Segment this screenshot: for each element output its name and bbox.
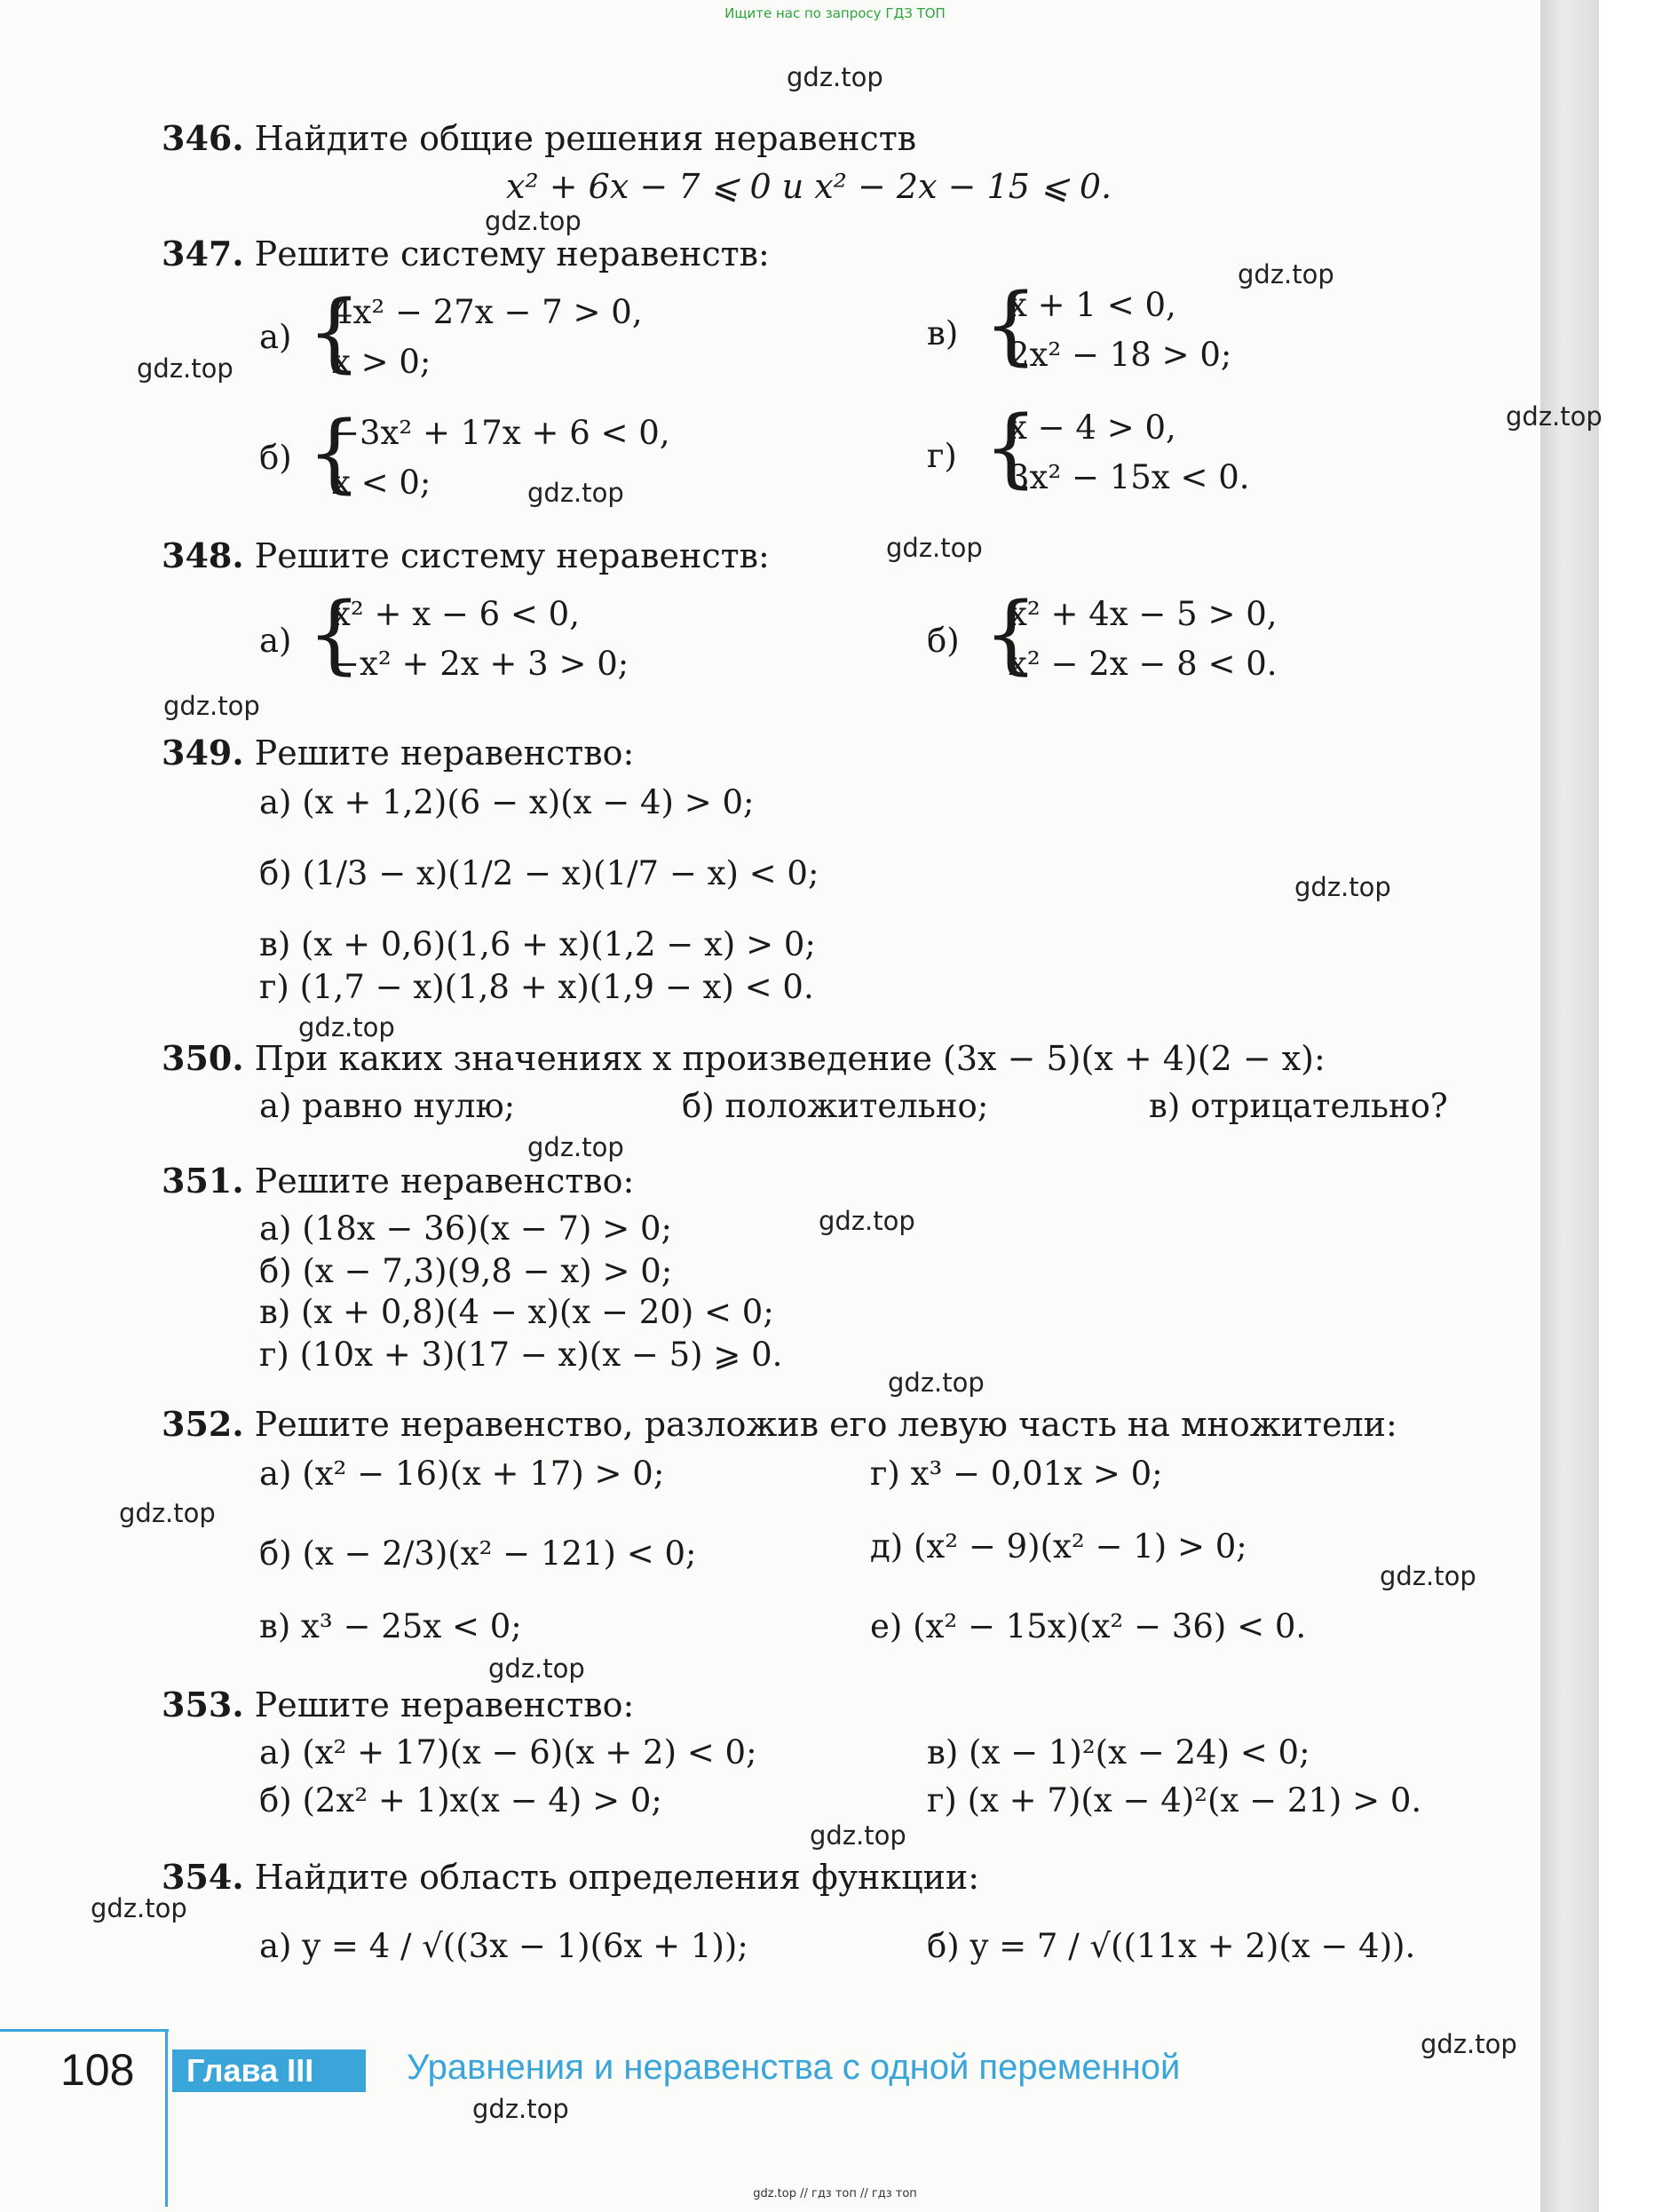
watermark: gdz.top: [888, 1368, 985, 1398]
watermark: gdz.top: [1506, 401, 1603, 432]
item-label: а): [259, 622, 292, 660]
watermark: gdz.top: [527, 1132, 624, 1162]
item-350b: б) положительно;: [682, 1087, 989, 1125]
system-line: x < 0;: [332, 464, 431, 502]
watermark: gdz.top: [787, 62, 883, 92]
chapter-label: Глава III: [172, 2049, 366, 2092]
item-351a: а) (18x − 36)(x − 7) > 0;: [259, 1209, 673, 1248]
item-354a: а) y = 4 / √((3x − 1)(6x + 1));: [259, 1927, 748, 1965]
watermark: gdz.top: [119, 1498, 216, 1528]
problem-number: 348.: [162, 535, 244, 575]
problem-351: [162, 1161, 634, 1201]
problem-text: Найдите область определения функции:: [254, 1858, 980, 1897]
page-edge: [1540, 0, 1599, 2212]
watermark: gdz.top: [163, 691, 260, 721]
system-347b: [259, 403, 756, 506]
problem-number: 346.: [162, 118, 244, 158]
problem-352: [162, 1405, 1397, 1444]
item-353v: в) (x − 1)²(x − 24) < 0;: [927, 1733, 1310, 1772]
item-label: б): [259, 439, 292, 477]
item-351v: в) (x + 0,8)(4 − x)(x − 20) < 0;: [259, 1293, 774, 1331]
item-353b: б) (2x² + 1)x(x − 4) > 0;: [259, 1781, 662, 1820]
system-line: x > 0;: [332, 343, 431, 381]
item-349g: г) (1,7 − x)(1,8 + x)(1,9 − x) < 0.: [259, 968, 814, 1006]
brace: {: [984, 584, 1039, 684]
problem-text: Найдите общие решения неравенств: [254, 119, 917, 158]
system-line: x + 1 < 0,: [1009, 286, 1176, 324]
problem-353: [162, 1685, 634, 1724]
watermark: gdz.top: [485, 206, 582, 236]
problem-number: 351.: [162, 1161, 244, 1201]
chapter-title: Уравнения и неравенства с одной переменной: [407, 2048, 1181, 2087]
item-354b: б) y = 7 / √((11x + 2)(x − 4)).: [927, 1927, 1416, 1965]
footer-rule: [0, 2029, 169, 2032]
system-line: x² + 4x − 5 > 0,: [1009, 595, 1278, 633]
item-352e: е) (x² − 15x)(x² − 36) < 0.: [870, 1607, 1307, 1645]
system-line: x² − 2x − 8 < 0.: [1009, 645, 1278, 683]
system-348b: [927, 584, 1335, 687]
item-351b: б) (x − 7,3)(9,8 − x) > 0;: [259, 1252, 673, 1290]
brace: {: [307, 282, 362, 382]
problem-number: 350.: [162, 1038, 244, 1078]
brace: {: [307, 403, 362, 503]
system-347v: [927, 275, 1318, 378]
item-label: б): [927, 622, 960, 660]
bottom-banner[interactable]: gdz.top // гдз топ // гдз топ: [753, 2187, 917, 2200]
system-347g: [927, 398, 1318, 501]
item-label: в): [927, 314, 959, 353]
problem-number: 354.: [162, 1857, 244, 1897]
watermark: gdz.top: [488, 1653, 585, 1684]
system-348a: [259, 584, 685, 687]
system-line: x − 4 > 0,: [1009, 408, 1176, 447]
problem-348: [162, 536, 770, 575]
item-349a: а) (x + 1,2)(6 − x)(x − 4) > 0;: [259, 783, 755, 821]
brace: {: [984, 398, 1039, 497]
watermark: gdz.top: [810, 1820, 906, 1851]
problem-number: 347.: [162, 234, 244, 274]
item-352a: а) (x² − 16)(x + 17) > 0;: [259, 1455, 665, 1493]
problem-text: При каких значениях x произведение (3x − 5)(x + 4)(2 − x):: [254, 1039, 1326, 1078]
watermark: gdz.top: [1294, 872, 1391, 902]
problem-text: Решите систему неравенств:: [254, 234, 770, 274]
item-352g: г) x³ − 0,01x > 0;: [870, 1455, 1163, 1493]
problem-number: 353.: [162, 1685, 244, 1724]
problem-number: 349.: [162, 733, 244, 773]
problem-349: [162, 733, 634, 773]
watermark: gdz.top: [298, 1012, 395, 1043]
watermark: gdz.top: [137, 353, 233, 384]
watermark: gdz.top: [886, 533, 983, 563]
item-353g: г) (x + 7)(x − 4)²(x − 21) > 0.: [927, 1781, 1422, 1820]
problem-text: Решите неравенство:: [254, 1161, 635, 1201]
system-line: 4x² − 27x − 7 > 0,: [332, 293, 643, 331]
item-351g: г) (10x + 3)(17 − x)(x − 5) ⩾ 0.: [259, 1336, 783, 1374]
top-banner[interactable]: Ищите нас по запросу ГДЗ ТОП: [724, 5, 946, 21]
system-line: −x² + 2x + 3 > 0;: [332, 645, 629, 683]
problem-text: Решите неравенство:: [254, 1685, 635, 1724]
problem-number: 352.: [162, 1404, 244, 1444]
brace: {: [984, 275, 1039, 375]
item-352b: б) (x − 2/3)(x² − 121) < 0;: [259, 1534, 697, 1573]
item-349b: б) (1/3 − x)(1/2 − x)(1/7 − x) < 0;: [259, 854, 819, 892]
footer-rule: [165, 2029, 168, 2207]
item-350a: а) равно нулю;: [259, 1087, 516, 1125]
brace: {: [307, 584, 362, 684]
item-353a: а) (x² + 17)(x − 6)(x + 2) < 0;: [259, 1733, 757, 1772]
item-label: а): [259, 318, 292, 356]
problem-text: Решите неравенство, разложив его левую часть на множители:: [254, 1405, 1397, 1444]
item-349v: в) (x + 0,6)(1,6 + x)(1,2 − x) > 0;: [259, 925, 816, 963]
watermark: gdz.top: [472, 2094, 569, 2124]
problem-text: Решите неравенство:: [254, 733, 635, 773]
page-number: 108: [60, 2045, 135, 2095]
watermark: gdz.top: [1238, 259, 1334, 289]
item-350v: в) отрицательно?: [1149, 1087, 1448, 1125]
problem-350: [162, 1039, 1326, 1078]
item-352v: в) x³ − 25x < 0;: [259, 1607, 522, 1645]
system-line: x² + x − 6 < 0,: [332, 595, 580, 633]
watermark: gdz.top: [1421, 2029, 1517, 2059]
watermark: gdz.top: [527, 478, 624, 508]
problem-346: [162, 119, 916, 158]
problem-text: Решите систему неравенств:: [254, 536, 770, 575]
item-label: г): [927, 437, 957, 475]
watermark: gdz.top: [1380, 1561, 1476, 1591]
problem-354: [162, 1858, 979, 1897]
watermark: gdz.top: [91, 1893, 187, 1923]
system-347a: [259, 282, 721, 385]
system-line: 2x² − 18 > 0;: [1009, 336, 1232, 374]
system-line: 3x² − 15x < 0.: [1009, 458, 1250, 496]
watermark: gdz.top: [819, 1206, 915, 1236]
problem-346-formula: x² + 6x − 7 ⩽ 0 и x² − 2x − 15 ⩽ 0.: [506, 167, 1112, 206]
system-line: −3x² + 17x + 6 < 0,: [332, 414, 670, 452]
problem-347: [162, 234, 770, 274]
item-352d: д) (x² − 9)(x² − 1) > 0;: [870, 1527, 1247, 1566]
